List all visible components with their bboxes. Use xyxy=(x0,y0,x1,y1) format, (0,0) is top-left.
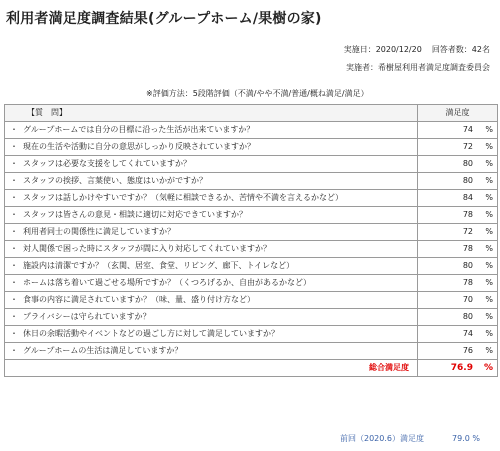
satisfaction-value: 78 xyxy=(462,244,473,253)
table-row xyxy=(5,326,498,343)
bullet-icon: ・ xyxy=(10,142,18,151)
table-row xyxy=(5,156,498,173)
bullet-icon: ・ xyxy=(10,244,18,253)
percent-sign: % xyxy=(485,346,493,355)
question-cell xyxy=(5,173,418,190)
total-value: 76.9 xyxy=(450,363,473,373)
previous-satisfaction xyxy=(340,433,480,444)
page-title: 利用者満足度調査結果(グループホーム/果樹の家) xyxy=(6,11,322,27)
question-text: 利用者同士の関係性に満足していますか？ xyxy=(23,227,175,236)
satisfaction-cell xyxy=(418,258,498,275)
satisfaction-value: 72 xyxy=(462,142,473,151)
percent-sign: % xyxy=(483,363,493,373)
satisfaction-cell xyxy=(418,343,498,360)
percent-sign: % xyxy=(485,312,493,321)
question-text: ホームは落ち着いて過ごせる場所ですか？（くつろげるか、自由があるかなど） xyxy=(23,278,311,287)
satisfaction-value: 76 xyxy=(462,346,473,355)
table-row xyxy=(5,275,498,292)
satisfaction-value: 70 xyxy=(462,295,473,304)
satisfaction-cell xyxy=(418,173,498,190)
satisfaction-value: 80 xyxy=(462,261,473,270)
table-row xyxy=(5,139,498,156)
table-row xyxy=(5,258,498,275)
survey-date: 実施日：2020/12/20 xyxy=(343,45,422,54)
bullet-icon: ・ xyxy=(10,227,18,236)
question-cell xyxy=(5,275,418,292)
survey-meta xyxy=(344,44,490,55)
percent-sign: % xyxy=(485,176,493,185)
question-text: スタッフの挨拶、言葉使い、態度はいかがですか？ xyxy=(23,176,207,185)
satisfaction-value: 80 xyxy=(462,159,473,168)
satisfaction-cell xyxy=(418,326,498,343)
question-cell xyxy=(5,156,418,173)
table-row xyxy=(5,122,498,139)
percent-sign: % xyxy=(485,329,493,338)
satisfaction-cell xyxy=(418,292,498,309)
previous-value: 79.0 % xyxy=(452,434,480,443)
question-text: 施設内は清潔ですか？（玄関、居室、食堂、リビング、廊下、トイレなど） xyxy=(23,261,295,270)
satisfaction-value: 80 xyxy=(462,312,473,321)
percent-sign: % xyxy=(485,125,493,134)
survey-conductor: 実施者：希樹屋利用者満足度調査委員会 xyxy=(346,63,490,72)
total-cell xyxy=(418,360,498,377)
satisfaction-cell xyxy=(418,309,498,326)
table-row xyxy=(5,190,498,207)
table-row xyxy=(5,207,498,224)
satisfaction-value: 78 xyxy=(462,278,473,287)
bullet-icon: ・ xyxy=(10,261,18,270)
satisfaction-cell xyxy=(418,139,498,156)
question-cell xyxy=(5,343,418,360)
percent-sign: % xyxy=(485,295,493,304)
satisfaction-value: 74 xyxy=(462,329,473,338)
percent-sign: % xyxy=(485,261,493,270)
satisfaction-cell xyxy=(418,224,498,241)
percent-sign: % xyxy=(485,278,493,287)
bullet-icon: ・ xyxy=(10,159,18,168)
satisfaction-value: 78 xyxy=(462,210,473,219)
question-cell xyxy=(5,207,418,224)
bullet-icon: ・ xyxy=(10,278,18,287)
question-cell xyxy=(5,326,418,343)
question-cell xyxy=(5,292,418,309)
table-row xyxy=(5,241,498,258)
satisfaction-value: 74 xyxy=(462,125,473,134)
question-text: 現在の生活や活動に自分の意思がしっかり反映されていますか？ xyxy=(23,142,255,151)
table-row xyxy=(5,343,498,360)
question-cell xyxy=(5,258,418,275)
bullet-icon: ・ xyxy=(10,295,18,304)
percent-sign: % xyxy=(485,193,493,202)
table-row xyxy=(5,292,498,309)
question-cell xyxy=(5,122,418,139)
bullet-icon: ・ xyxy=(10,329,18,338)
bullet-icon: ・ xyxy=(10,176,18,185)
satisfaction-cell xyxy=(418,156,498,173)
percent-sign: % xyxy=(485,244,493,253)
table-row xyxy=(5,309,498,326)
question-cell xyxy=(5,241,418,258)
satisfaction-column-header: 満足度 xyxy=(418,105,498,122)
question-text: 対人関係で困った時にスタッフが間に入り対応してくれていますか？ xyxy=(23,244,271,253)
question-column-header: 【質 問】 xyxy=(5,105,418,122)
bullet-icon: ・ xyxy=(10,125,18,134)
question-text: スタッフは話しかけやすいですか？（気軽に相談できるか、苦情や不満を言えるかなど） xyxy=(23,193,343,202)
question-text: グループホームの生活は満足していますか？ xyxy=(23,346,183,355)
question-cell xyxy=(5,224,418,241)
percent-sign: % xyxy=(485,142,493,151)
satisfaction-value: 72 xyxy=(462,227,473,236)
satisfaction-cell xyxy=(418,122,498,139)
question-cell xyxy=(5,309,418,326)
satisfaction-value: 84 xyxy=(462,193,473,202)
question-cell xyxy=(5,139,418,156)
satisfaction-cell xyxy=(418,241,498,258)
question-text: スタッフは必要な支援をしてくれていますか？ xyxy=(23,159,191,168)
total-label: 総合満足度 xyxy=(5,360,418,377)
satisfaction-cell xyxy=(418,275,498,292)
question-text: プライバシーは守られていますか？ xyxy=(23,312,151,321)
satisfaction-cell xyxy=(418,207,498,224)
respondent-count: 回答者数：42名 xyxy=(431,45,490,54)
percent-sign: % xyxy=(485,227,493,236)
table-row xyxy=(5,224,498,241)
question-cell xyxy=(5,190,418,207)
table-row xyxy=(5,173,498,190)
total-row xyxy=(5,360,498,377)
bullet-icon: ・ xyxy=(10,346,18,355)
percent-sign: % xyxy=(485,159,493,168)
bullet-icon: ・ xyxy=(10,210,18,219)
question-text: 休日の余暇活動やイベントなどの過ごし方に対して満足していますか？ xyxy=(23,329,279,338)
percent-sign: % xyxy=(485,210,493,219)
bullet-icon: ・ xyxy=(10,312,18,321)
satisfaction-table xyxy=(4,104,498,377)
question-text: グループホームでは自分の目標に沿った生活が出来ていますか？ xyxy=(23,125,255,134)
previous-label: 前回（2020.6）満足度 xyxy=(340,434,424,443)
table-header-row xyxy=(5,105,498,122)
question-text: 食事の内容に満足されていますか？（味、量、盛り付け方など） xyxy=(23,295,255,304)
evaluation-method: ※評価方法：5段階評価（不満/やや不満/普通/概ね満足/満足） xyxy=(146,89,369,98)
question-text: スタッフは皆さんの意見・相談に適切に対応できていますか？ xyxy=(23,210,247,219)
satisfaction-cell xyxy=(418,190,498,207)
satisfaction-value: 80 xyxy=(462,176,473,185)
bullet-icon: ・ xyxy=(10,193,18,202)
